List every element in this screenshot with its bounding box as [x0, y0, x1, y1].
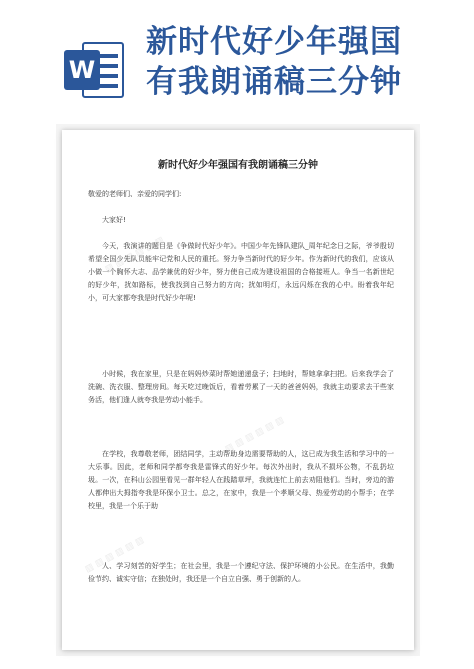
- watermark-decoration: ▨ ▨ ▨ ▨ ▨ ▨: [103, 235, 166, 275]
- word-letter-icon: W: [64, 50, 100, 90]
- paragraph-text: 今天，我演讲的题目是《争做时代好少年》。中国少年先锋队建队_周年纪念日之际，爷爷殷切希望全国少先队员能牢记党和人民的重托。努力争当新时代的好少年。作为新时代的我们，应该从小做一个胸怀大志、品学兼优的好少年，努力使自己成为建设祖国的合格接班人。争当一名新世纪的好少年，扰如路标，使我找到自己努力的方向；扰如明灯，永远闪烁在我的心中。盼着我年纪小，可大家都夸我是时代好少年呢!: [88, 242, 394, 302]
- paragraph-text: 在学校，我尊敬老师，团结同学，主动帮助身边需要帮助的人，这已成为我生活和学习中的一大乐事。因此，老师和同学都夸我是雷锋式的好少年。每次外出时，我从不损坏公物，不乱扔垃圾。一次，在科山公园里看见一群年轻人在践踏草坪，我就连忙上前去劝阻他们。当时，旁边的游人都伸出大拇指夸我是环保小卫士。总之，在家中，我是一个孝顺父母、热爱劳动的小帮手；在学校里，我是一个乐于助: [88, 450, 394, 510]
- document-sheet: [62, 130, 414, 650]
- headline-line-2: 有我朗诵稿三分钟: [146, 64, 402, 100]
- greeting-text: 大家好!: [102, 216, 126, 224]
- headline-line-1: 新时代好少年强国: [146, 24, 402, 60]
- watermark-decoration: ▨ ▨ ▨ ▨ ▨ ▨: [223, 415, 286, 455]
- paragraph-4: [88, 560, 394, 586]
- paragraph-text: 人、学习刻苦的好学生；在社会里，我是一个遵纪守法、保护环境的小公民。在生活中，我勤俭节约、诚实守信；在独处时，我还是一个自立自强、勇于创新的人。: [88, 562, 394, 583]
- headline: [146, 22, 466, 102]
- document-title: 新时代好少年强国有我朗诵稿三分钟: [158, 160, 318, 171]
- greeting: [88, 214, 394, 227]
- watermark-decoration: ▨ ▨ ▨ ▨ ▨ ▨: [83, 535, 146, 575]
- word-document-icon: [64, 38, 126, 102]
- paragraph-1: [88, 240, 394, 305]
- paragraph-2: [88, 368, 394, 407]
- salutation: [88, 188, 394, 201]
- salutation-text: 敬爱的老师们、亲爱的同学们:: [88, 190, 182, 198]
- paragraph-text: 小时候，我在家里，只是在妈妈炒菜时帮她递递盘子；扫地时，帮她拿拿扫把。后来我学会了洗碗、洗衣服、整理房间。每天吃过晚饭后，看着劳累了一天的爸爸妈妈，我就主动要求去干些家务活，他们逢人就夸我是劳动小能手。: [88, 370, 394, 404]
- paragraph-3: [88, 448, 394, 513]
- header: [0, 0, 474, 120]
